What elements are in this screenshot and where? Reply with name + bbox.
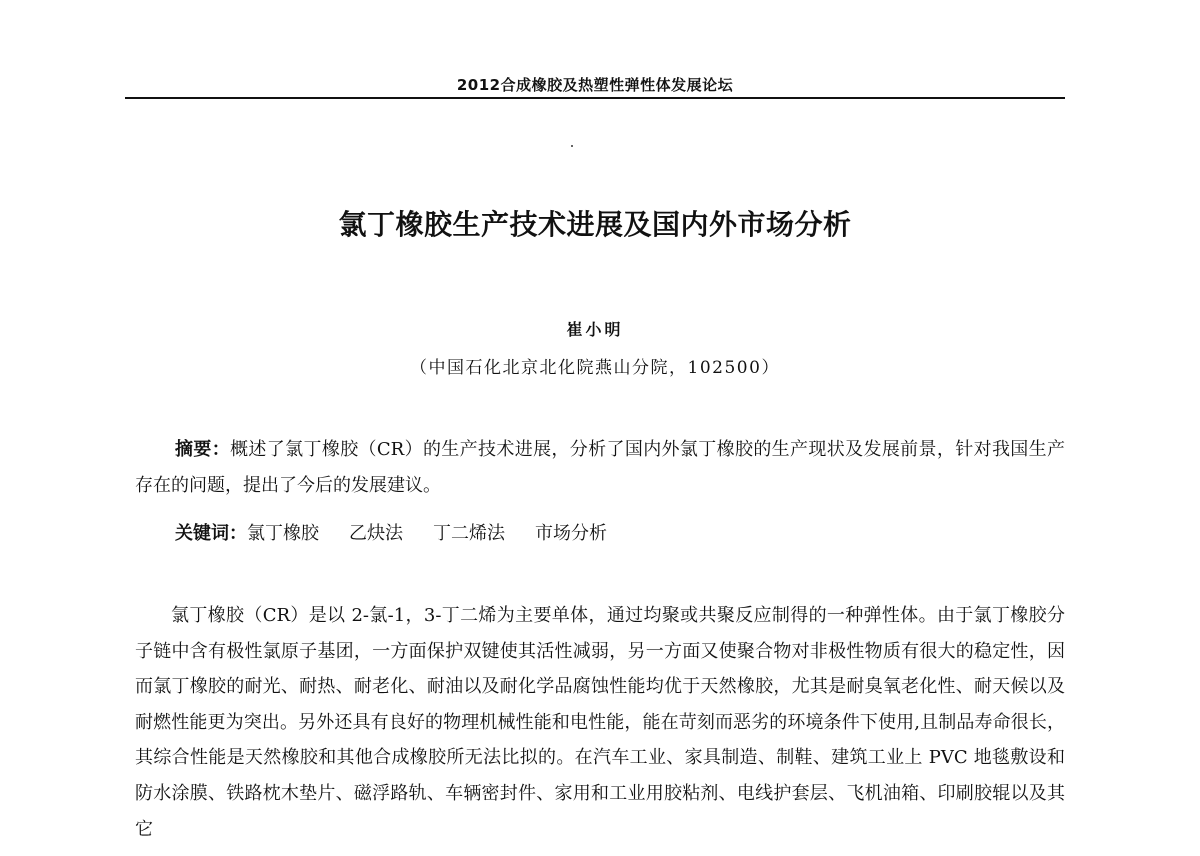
running-header: 2012合成橡胶及热塑性弹性体发展论坛 [456,76,734,94]
scan-speck [571,145,573,147]
keyword: 丁二烯法 [433,523,505,544]
header-rule [125,97,1065,99]
abstract [135,432,1065,503]
keywords-label: 关键词： [175,523,247,544]
author-affiliation: （中国石化北京北化院燕山分院，102500） [410,358,780,378]
abstract-text: 概述了氯丁橡胶（CR）的生产技术进展，分析了国内外氯丁橡胶的生产现状及发展前景，针对我国生产存在的问题，提出了今后的发展建议。 [135,439,1066,496]
keyword: 市场分析 [535,523,607,544]
keyword: 乙炔法 [349,523,403,544]
author-name: 崔小明 [566,320,624,339]
keyword: 氯丁橡胶 [247,523,319,544]
abstract-label: 摘要： [175,439,231,460]
paper-title: 氯丁橡胶生产技术进展及国内外市场分析 [338,208,852,241]
keywords [175,516,1065,552]
body-paragraph: 氯丁橡胶（CR）是以 2-氯-1，3-丁二烯为主要单体，通过均聚或共聚反应制得的一种弹性体。由于氯丁橡胶分子链中含有极性氯原子基团，一方面保护双键使其活性减弱，另一方面又使聚合物对非极性物质有很大的稳定性，因而氯丁橡胶的耐光、耐热、耐老化、耐油以及耐化学品腐蚀性能均优于天然橡胶，尤其是耐臭氧老化性、耐天候以及耐燃性能更为突出。另外还具有良好的物理机械性能和电性能，能在苛刻而恶劣的环境条件下使用,且制品寿命很长，其综合性能是天然橡胶和其他合成橡胶所无法比拟的。在汽车工业、家具制造、制鞋、建筑工业上 PVC 地毯敷设和防水涂膜、铁路枕木垫片、磁浮路轨、车辆密封件、家用和工业用胶粘剂、电线护套层、飞机油箱、印刷胶辊以及其它 [135,605,1065,840]
